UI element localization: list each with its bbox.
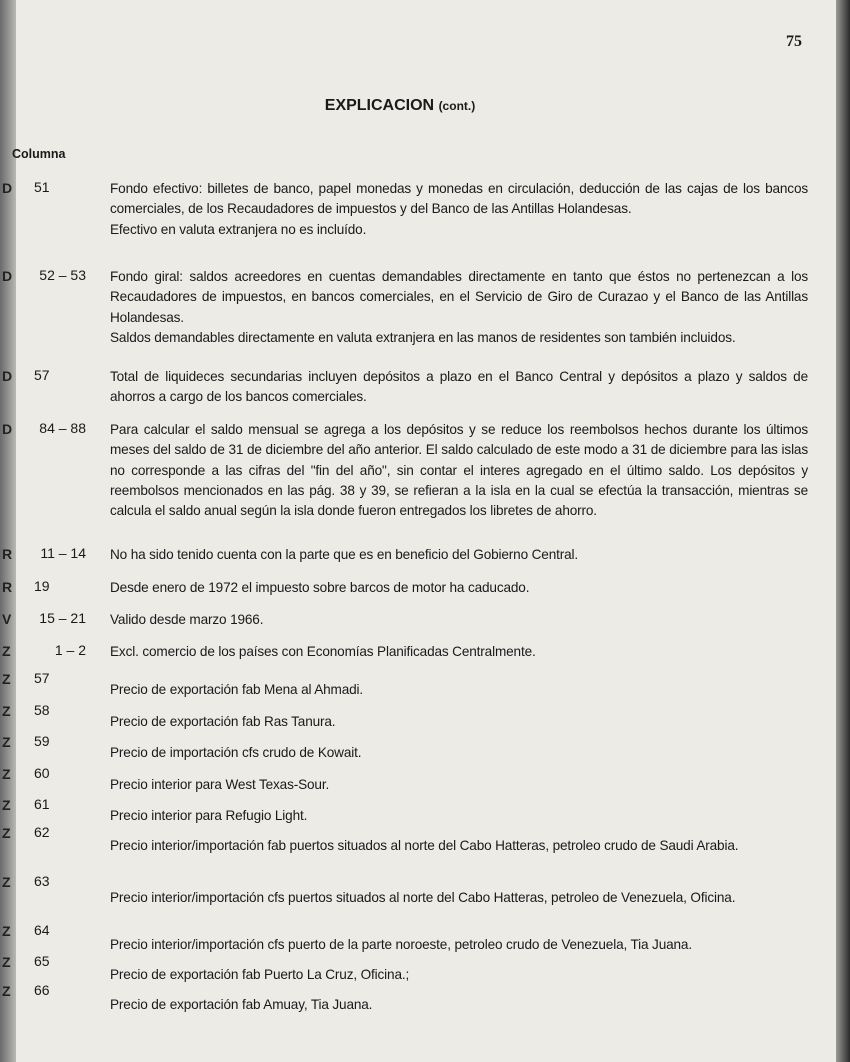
entry-paragraph: Efectivo en valuta extranjera no es incluído. [110, 221, 367, 237]
margin-letter: Z [2, 825, 11, 841]
title-suffix: (cont.) [438, 99, 476, 113]
column-number: 62 [34, 824, 50, 840]
entry-paragraph: Fondo efectivo: billetes de banco, papel monedas y monedas en circulación, deducción de las cajas de los bancos comerciales, de los Recaudadores de impuestos y del Banco de las Antillas Holandesas. [110, 181, 808, 217]
entry-paragraph: Excl. comercio de los países con Economías Planificadas Centralmente. [110, 644, 536, 659]
entry-text [110, 743, 808, 763]
entry-paragraph: Fondo giral: saldos acreedores en cuentas demandables directamente en tanto que éstos no pertenezcan a los Recaudadores de impuestos, en bancos comerciales, en el Servicio de Giro de Curazao y el Banco de las Antillas Holandesas. [110, 269, 808, 325]
margin-letter: Z [2, 703, 11, 719]
margin-letter: R [2, 579, 13, 595]
margin-letter: Z [2, 954, 11, 970]
entry-text [110, 267, 808, 348]
column-number: 57 [34, 367, 50, 383]
entry-text [110, 545, 808, 565]
margin-letter: D [2, 368, 13, 384]
entry-text [110, 935, 808, 955]
entry-text [110, 836, 808, 856]
entry-paragraph: Desde enero de 1972 el impuesto sobre barcos de motor ha caducado. [110, 580, 530, 595]
margin-letter: Z [2, 671, 11, 687]
column-number: 57 [34, 670, 50, 686]
entry-paragraph: Total de liquideces secundarias incluyen depósitos a plazo en el Banco Central y depósitos a plazo y saldos de ahorros a cargo de los bancos comerciales. [110, 369, 808, 405]
column-number: 52 – 53 [39, 267, 86, 283]
column-number: 15 – 21 [39, 610, 86, 626]
entry-text [110, 610, 808, 630]
column-number: 64 [34, 922, 50, 938]
column-number: 65 [34, 953, 50, 969]
entry-text [110, 775, 808, 795]
entry-paragraph: Precio interior/importación cfs puertos situados al norte del Cabo Hatteras, petroleo de Venezuela, Oficina. [110, 890, 736, 905]
margin-letter: Z [2, 766, 11, 782]
entry-paragraph: Precio interior/importación cfs puerto de la parte noroeste, petroleo crudo de Venezuela, Tia Juana. [110, 937, 692, 952]
entry-paragraph: Precio interior para Refugio Light. [110, 808, 308, 823]
margin-letter: Z [2, 983, 11, 999]
margin-letter: D [2, 421, 13, 437]
entry-paragraph: Precio de importación cfs crudo de Kowait. [110, 745, 362, 760]
margin-letter: Z [2, 874, 11, 890]
margin-letter: V [2, 611, 12, 627]
column-number: 51 [34, 179, 50, 195]
entry-paragraph: Valido desde marzo 1966. [110, 612, 264, 627]
entry-paragraph: Precio de exportación fab Ras Tanura. [110, 714, 336, 729]
entry-text [110, 965, 808, 985]
margin-letter: D [2, 268, 13, 284]
column-number: 19 [34, 578, 50, 594]
entry-paragraph: Precio de exportación fab Puerto La Cruz, Oficina.; [110, 967, 410, 982]
column-number: 60 [34, 765, 50, 781]
column-number: 11 – 14 [40, 545, 86, 561]
entry-paragraph: Precio de exportación fab Amuay, Tia Juana. [110, 997, 373, 1012]
margin-letter: Z [2, 797, 11, 813]
entry-paragraph: Para calcular el saldo mensual se agrega a los depósitos y se reduce los reembolsos hechos durante los últimos meses del saldo de 31 de diciembre del año anterior. El saldo calculado de este modo a 31 de diciembre para las islas no corresponde a las cifras del "fin del año", sin contar el interes agregado en el último saldo. Los depósitos y reembolsos mencionados en las pág. 38 y 39, se refieran a la isla en la cual se efectúa la transacción, mientras se calcula el saldo anual según la isla donde fueron entregados los libretes de ahorro. [110, 422, 808, 519]
entry-text [110, 179, 808, 240]
entry-text [110, 712, 808, 732]
column-number: 66 [34, 982, 50, 998]
entry-paragraph: Precio interior/importación fab puertos situados al norte del Cabo Hatteras, petroleo crudo de Saudi Arabia. [110, 838, 739, 853]
column-number: 1 – 2 [54, 642, 86, 658]
page-number: 75 [786, 33, 802, 50]
column-number: 84 – 88 [39, 420, 86, 436]
entry-paragraph: Precio de exportación fab Mena al Ahmadi. [110, 682, 364, 697]
margin-letter: Z [2, 643, 11, 659]
page-title [0, 97, 800, 115]
entry-text [110, 806, 808, 826]
column-number: 61 [34, 796, 50, 812]
entry-text [110, 642, 808, 662]
entry-text [110, 578, 808, 598]
margin-letter: D [2, 180, 13, 196]
column-number: 59 [34, 733, 50, 749]
title-main: EXPLICACION [324, 97, 435, 114]
column-number: 58 [34, 702, 50, 718]
column-number: 63 [34, 873, 50, 889]
margin-letter: Z [2, 923, 11, 939]
entry-text [110, 420, 808, 521]
entry-paragraph: Precio interior para West Texas-Sour. [110, 777, 330, 792]
entry-paragraph: No ha sido tenido cuenta con la parte que es en beneficio del Gobierno Central. [110, 547, 579, 562]
entry-text [110, 995, 808, 1015]
column-header: Columna [12, 147, 66, 161]
margin-letter: Z [2, 734, 11, 750]
page-edge-shadow [836, 0, 850, 1062]
entry-text [110, 888, 808, 908]
entry-paragraph: Saldos demandables directamente en valuta extranjera en las manos de residentes son también incluidos. [110, 329, 736, 345]
entry-text [110, 680, 808, 700]
margin-letter: R [2, 546, 13, 562]
entry-text [110, 367, 808, 408]
